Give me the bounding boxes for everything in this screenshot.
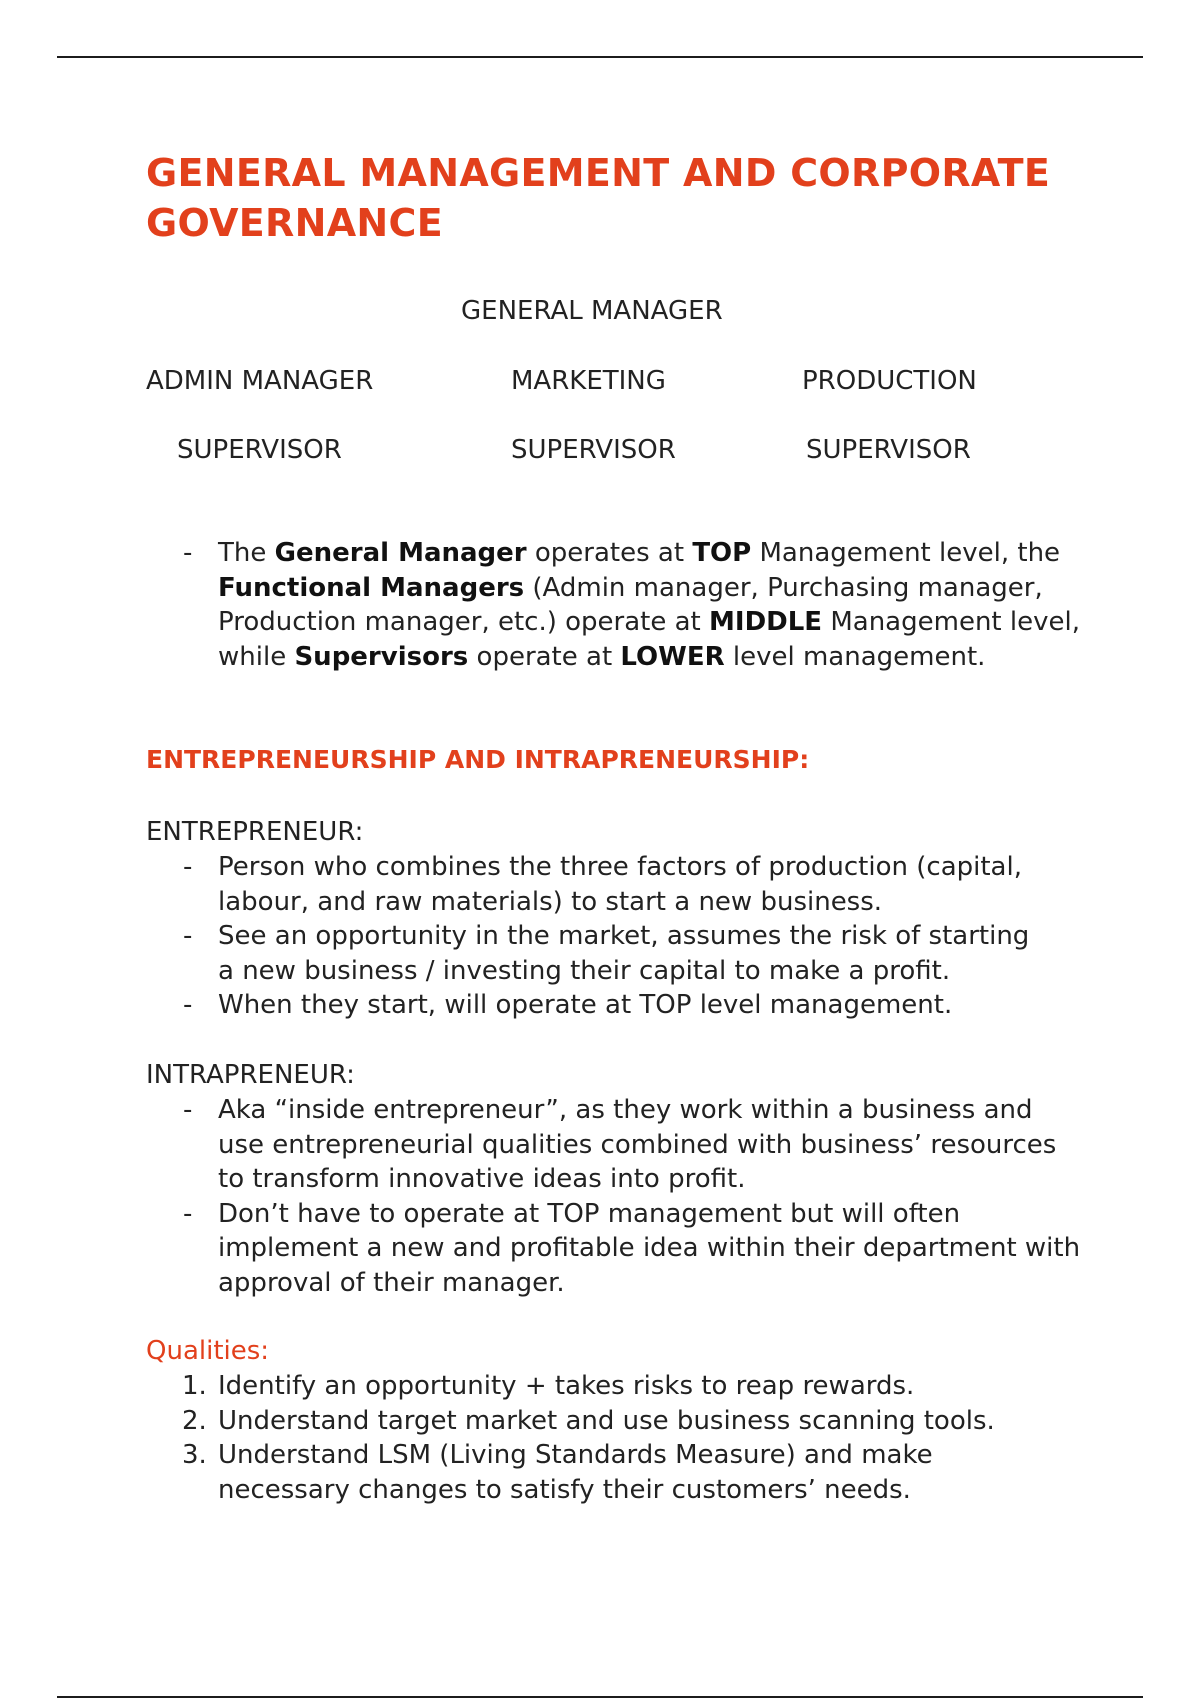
org-general-manager: GENERAL MANAGER: [461, 296, 723, 326]
top-rule: [57, 56, 1143, 58]
list-item: [146, 1369, 1046, 1404]
levels-text-1: The: [218, 538, 275, 568]
page-title: [146, 148, 1051, 248]
intrapreneur-label: INTRAPRENEUR:: [146, 1060, 355, 1090]
qualities-label: Qualities:: [146, 1336, 270, 1366]
list-item-text: Understand target market and use business scanning tools.: [218, 1405, 995, 1436]
org-marketing: MARKETING: [511, 366, 666, 396]
section-heading: ENTREPRENEURSHIP AND INTRAPRENEURSHIP:: [146, 745, 810, 774]
bottom-rule: [57, 1696, 1143, 1698]
levels-text-5: Management level, while: [218, 607, 1080, 672]
list-number: 2.: [182, 1405, 207, 1436]
list-item: - Aka “inside entrepreneur”, as they work within a business and use entrepreneurial qualities combined with business’ resources to transform innovative ideas into profit.: [146, 1093, 1086, 1197]
page-title-line-2: GOVERNANCE: [146, 201, 443, 245]
list-number: 1.: [182, 1371, 207, 1401]
levels-text-4: (Admin manager, Purchasing manager, Production manager, etc.) operate at: [218, 572, 1043, 637]
entrepreneur-list: [146, 850, 1046, 1023]
levels-bullet: [146, 536, 1086, 674]
org-supervisor-marketing: SUPERVISOR: [511, 435, 676, 465]
list-number: 3.: [182, 1440, 207, 1470]
qualities-list: [146, 1369, 1046, 1507]
levels-bold-top: TOP: [692, 538, 752, 568]
intrapreneur-list: [146, 1093, 1086, 1300]
org-supervisor-production: SUPERVISOR: [806, 435, 971, 465]
levels-bold-functional-managers: Functional Managers: [218, 572, 525, 603]
levels-text-2: operates at: [526, 538, 693, 568]
entrepreneur-label: ENTREPRENEUR:: [146, 817, 364, 847]
list-item: - Person who combines the three factors of production (capital, labour, and raw materials) to start a new business.: [146, 850, 1046, 919]
levels-list: [146, 536, 1086, 674]
list-item-text: Understand LSM (Living Standards Measure) and make necessary changes to satisfy their customers’ needs.: [218, 1440, 933, 1505]
page-title-line-1: GENERAL MANAGEMENT AND CORPORATE: [146, 151, 1051, 195]
levels-bold-middle: MIDDLE: [709, 607, 823, 637]
list-item: - See an opportunity in the market, assumes the risk of starting a new business / investing their capital to make a profit.: [146, 919, 1046, 988]
levels-text-6: operate at: [468, 641, 621, 672]
levels-text-7: level management.: [724, 641, 986, 672]
list-item: [146, 1438, 1046, 1507]
org-admin-manager: ADMIN MANAGER: [146, 366, 374, 396]
org-production: PRODUCTION: [802, 366, 977, 396]
levels-bold-supervisors: Supervisors: [294, 641, 469, 672]
levels-bold-lower: LOWER: [620, 641, 725, 672]
levels-bold-general-manager: General Manager: [274, 538, 527, 568]
org-supervisor-admin: SUPERVISOR: [177, 435, 342, 465]
list-item: [146, 1404, 1046, 1439]
levels-text-3: Management level, the: [751, 538, 1061, 568]
list-item: - Don’t have to operate at TOP management but will often implement a new and profitable idea within their department with approval of their manager.: [146, 1197, 1086, 1301]
list-item: - When they start, will operate at TOP level management.: [146, 988, 1046, 1023]
list-item-text: Identify an opportunity + takes risks to reap rewards.: [218, 1371, 915, 1401]
